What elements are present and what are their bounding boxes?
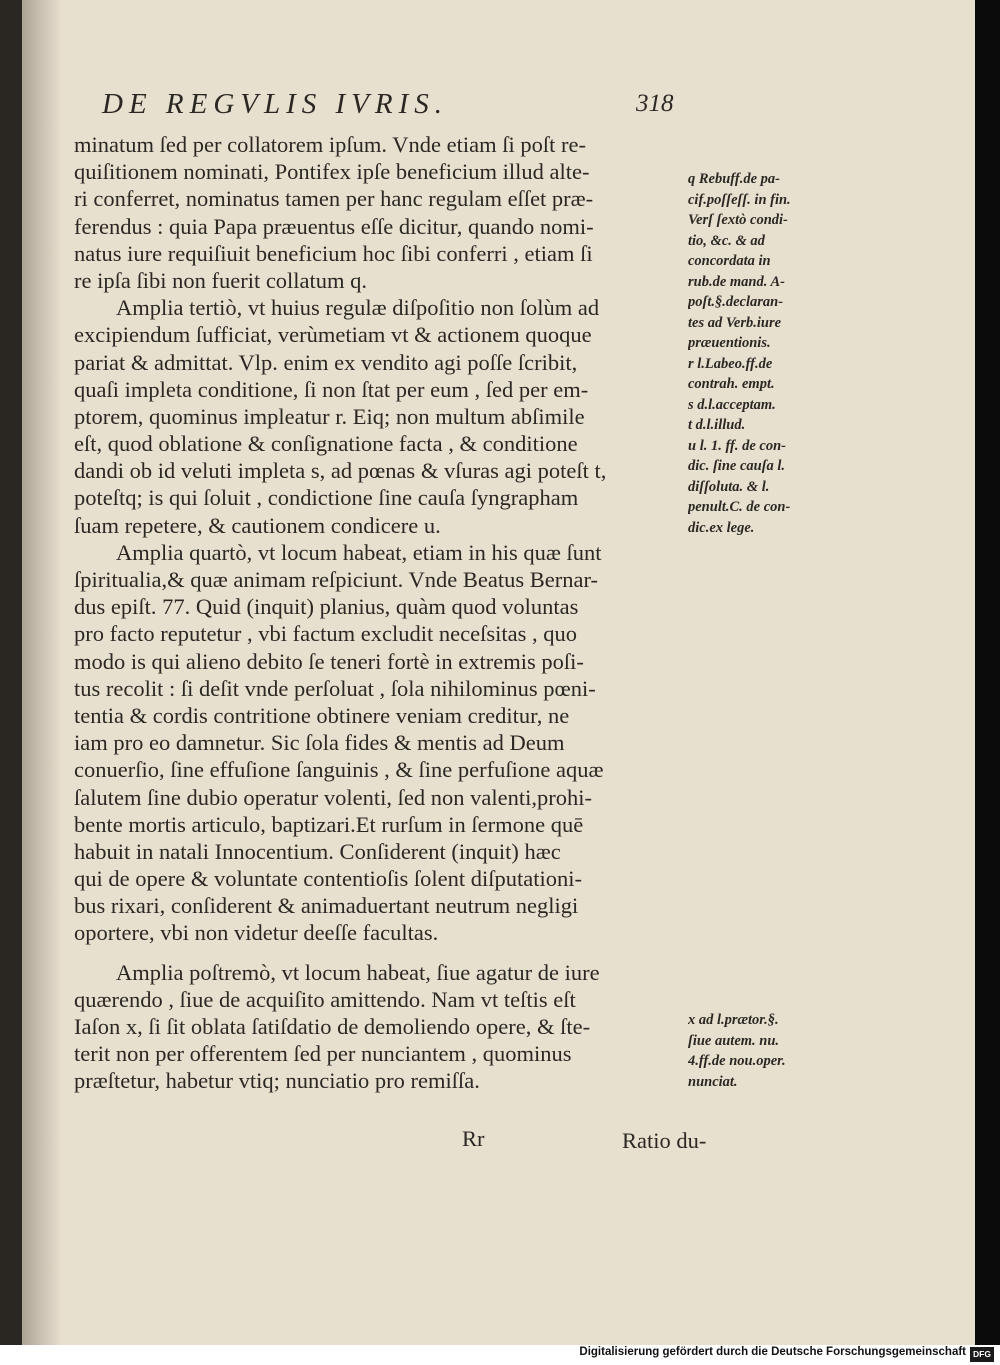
text-line: natus iure requiſiuit beneficium hoc ſibi conferri , etiam ſi (74, 240, 593, 266)
margin-note-line: r l.Labeo.ff.de (688, 355, 773, 372)
text-line: dandi ob id veluti impleta s, ad pœnas & vſuras agi poteſt t, (74, 458, 607, 484)
text-line: tentia & cordis contritione obtinere veniam creditur, ne (74, 702, 570, 728)
margin-note-line: 4.ff.de nou.oper. (688, 1053, 786, 1069)
running-title: DE REGVLIS IVRIS. (102, 88, 449, 120)
text-line: pariat & admittat. Vlp. enim ex vendito agi poſſe ſcribit, (74, 349, 578, 375)
margin-note-line: diſſoluta. & l. (688, 478, 770, 495)
scan-dark-edge (975, 0, 1000, 1345)
text-line: poteſtq; is qui ſoluit , condictione ſine cauſa ſyngrapham (74, 485, 579, 511)
margin-notes-lower (688, 1010, 868, 1092)
text-line: ri conferret, nominatus tamen per hanc regulam eſſet præ- (74, 186, 594, 212)
book-page (22, 0, 975, 1345)
text-line: ſpiritualia,& quæ animam reſpiciunt. Vnde Beatus Bernar- (74, 567, 599, 592)
text-line: Amplia poſtremò, vt locum habeat, ſiue agatur de iure (116, 959, 600, 985)
text-line: excipiendum ſufficiat, verùmetiam vt & actionem quoque (74, 322, 592, 348)
text-line: eſt, quod oblatione & conſignatione facta , & conditione (74, 431, 578, 457)
text-line: minatum ſed per collatorem ipſum. Vnde etiam ſi poſt re- (74, 132, 586, 157)
text-line: qui de opere & voluntate contentioſis ſolent diſputationi- (74, 866, 583, 892)
text-line: ptorem, quominus impleatur r. Eiq; non multum abſimile (74, 403, 585, 429)
margin-note-line: concordata in (688, 253, 771, 269)
text-line: habuit in natali Innocentium. Conſiderent (inquit) hæc (74, 838, 561, 864)
text-line: dus epiſt. 77. Quid (inquit) planius, quàm quod voluntas (74, 594, 579, 620)
margin-note-line: penult.C. de con- (688, 499, 791, 515)
main-text-block (74, 131, 714, 1095)
margin-notes-upper (688, 169, 868, 538)
text-line: quiſitionem nominati, Pontifex ipſe beneficium illud alte- (74, 159, 590, 185)
signature-mark: Rr (462, 1126, 485, 1151)
text-line: tus recolit : ſi deſit vnde perſoluat , ſola nihilominus pœni- (74, 675, 596, 701)
text-line: Iaſon x, ſi ſit oblata ſatiſdatio de demoliendo opere, & ſte- (74, 1014, 591, 1039)
margin-note-line: s d.l.acceptam. (688, 396, 776, 413)
margin-note-line: præuentionis. (688, 335, 771, 351)
margin-note-line: dic. ſine cauſa l. (688, 458, 786, 474)
text-line: conuerſio, ſine effuſione ſanguinis , & ſine perfuſione aquæ (74, 757, 604, 783)
digitization-footer (0, 1345, 1000, 1365)
text-line: bus rixari, conſiderent & animaduertant neutrum negligi (74, 893, 579, 919)
text-line: iam pro eo damnetur. Sic ſola fides & mentis ad Deum (74, 730, 565, 756)
margin-note-line: poſt.§.declaran- (688, 294, 784, 310)
margin-note-line: u l. 1. ff. de con- (688, 437, 787, 454)
text-line: terit non per offerentem ſed per nunciantem , quominus (74, 1041, 572, 1067)
margin-note-line: nunciat. (688, 1073, 738, 1090)
text-line: Amplia tertiò, vt huius regulæ diſpoſitio non ſolùm ad (116, 295, 600, 321)
text-line: oportere, vbi non videtur deeſſe facultas. (74, 920, 439, 946)
text-line: præſtetur, habetur vtiq; nunciatio pro remiſſa. (74, 1068, 480, 1094)
book-binding-edge (0, 0, 22, 1345)
margin-note-line: Verſ ſextò condi- (688, 212, 788, 228)
text-line: quaſi impleta conditione, ſi non ſtat per eum , ſed per em- (74, 376, 589, 402)
margin-note-line: ſiue autem. nu. (688, 1032, 780, 1049)
text-line: re ipſa ſibi non fuerit collatum q. (74, 267, 368, 293)
page-number: 318 (636, 90, 674, 117)
text-line: quærendo , ſiue de acquiſito amittendo. Nam vt teſtis eſt (74, 986, 576, 1012)
margin-note-line: rub.de mand. A- (688, 273, 785, 290)
page-footer (74, 1126, 714, 1156)
margin-note-line: tes ad Verb.iure (688, 314, 782, 331)
text-line: pro facto reputetur , vbi factum excludit neceſsitas , quo (74, 621, 577, 647)
paragraph-gap (74, 947, 714, 959)
text-line: Amplia quartò, vt locum habeat, etiam in his quæ ſunt (116, 539, 602, 565)
page-header (102, 88, 702, 128)
margin-note-line: x ad l.prætor.§. (688, 1012, 779, 1028)
text-line: ſuam repetere, & cautionem condicere u. (74, 512, 441, 538)
text-line: ferendus : quia Papa præuentus eſſe dicitur, quando nomi- (74, 213, 594, 239)
margin-note-line: t d.l.illud. (688, 417, 746, 433)
text-line: ſalutem ſine dubio operatur volenti, ſed non valenti,prohi- (74, 784, 592, 810)
catchword: Ratio du- (622, 1128, 707, 1153)
margin-note-line: dic.ex lege. (688, 519, 755, 536)
text-line: modo is qui alieno debito ſe teneri fortè in extremis poſi- (74, 648, 584, 674)
margin-note-line: contrah. empt. (688, 376, 775, 392)
digitization-credit: Digitalisierung gefördert durch die Deutsche Forschungsgemeinschaft (579, 1346, 966, 1358)
margin-note-line: q Rebuff.de pa- (688, 171, 780, 187)
margin-note-line: tio, &c. & ad (688, 232, 765, 249)
margin-note-line: cif.poſſeſſ. in fin. (688, 191, 791, 208)
dfg-logo-icon: DFG (970, 1347, 994, 1362)
text-line: bente mortis articulo, baptizari.Et rurſum in ſermone quē (74, 811, 584, 837)
